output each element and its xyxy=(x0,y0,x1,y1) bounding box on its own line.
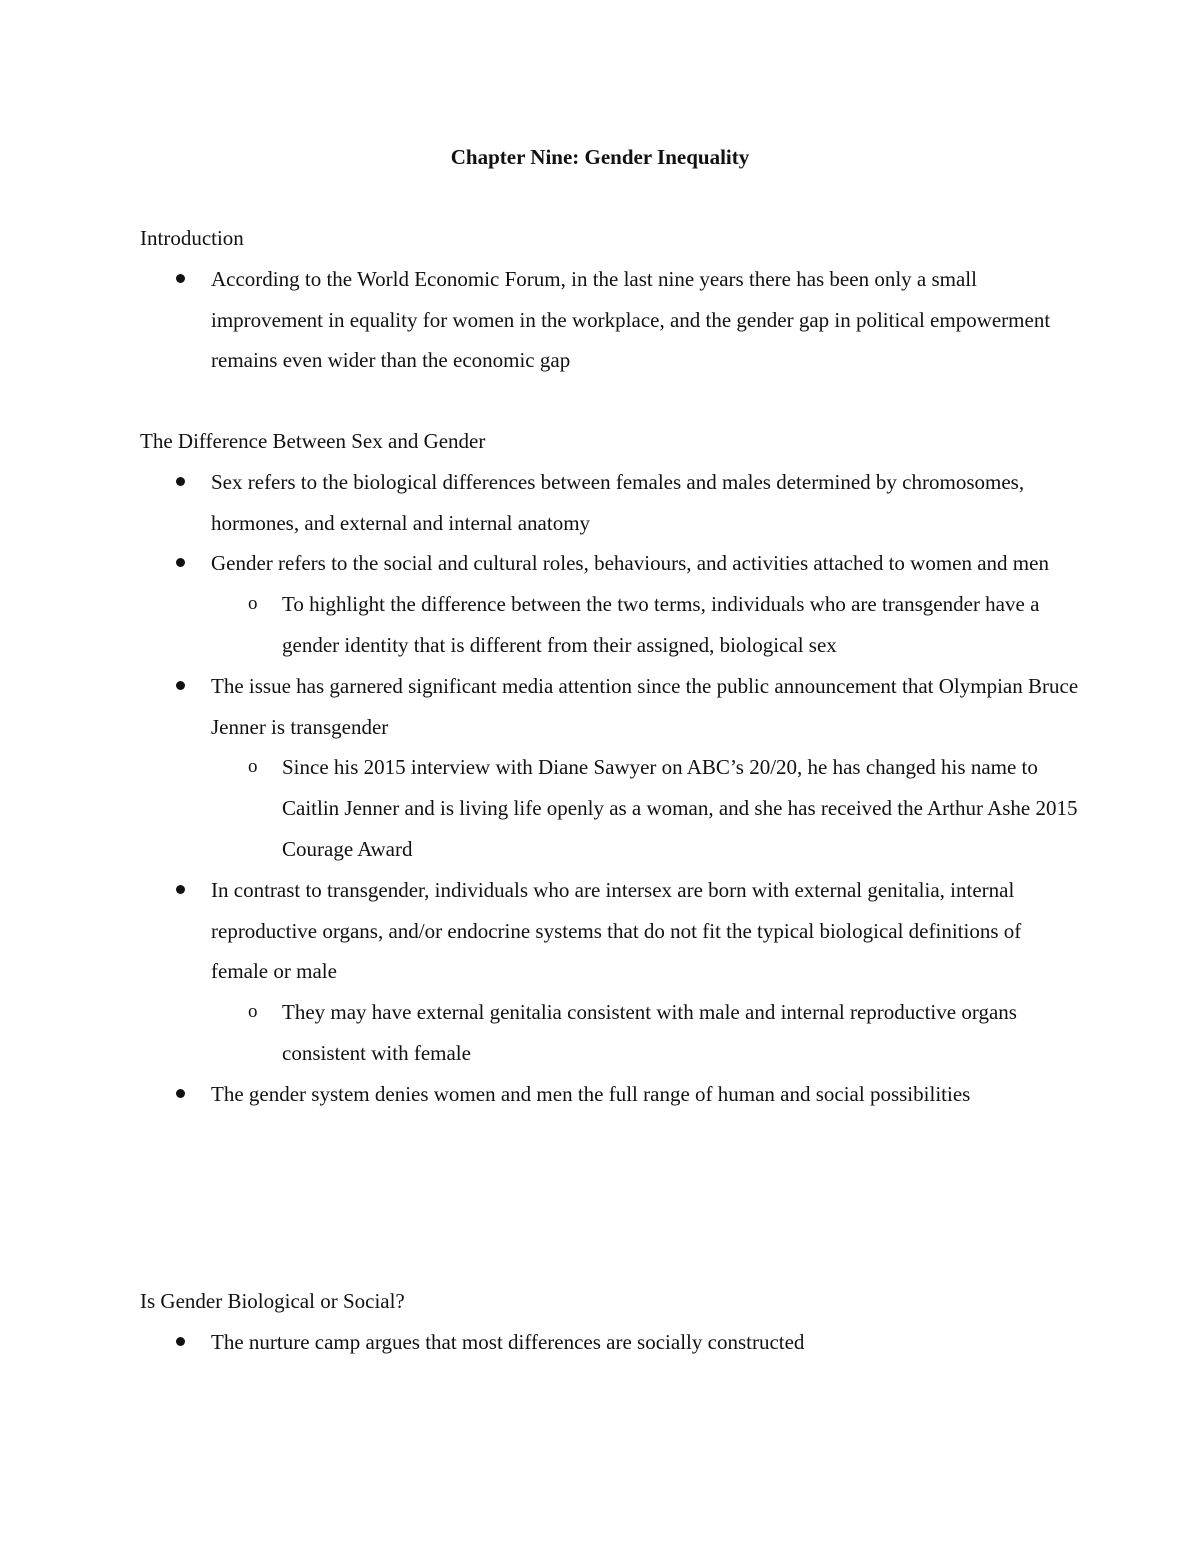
list-item: The issue has garnered significant media attention since the public announcement that Olympian Bruce Jenner is transgender xyxy=(140,666,1080,748)
bullet-list xyxy=(140,1322,1080,1363)
section-sex-vs-gender xyxy=(140,421,1080,1115)
bullet-list xyxy=(140,259,1080,381)
sub-list-item: o They may have external genitalia consistent with male and internal reproductive organs consistent with female xyxy=(140,992,1080,1074)
document-title: Chapter Nine: Gender Inequality xyxy=(450,145,750,169)
bullet-list xyxy=(140,462,1080,1115)
sub-list-item: o To highlight the difference between the two terms, individuals who are transgender have a gender identity that is different from their assigned, biological sex xyxy=(140,584,1080,666)
list-item: Gender refers to the social and cultural roles, behaviours, and activities attached to women and men xyxy=(140,543,1080,584)
section-introduction xyxy=(140,218,1080,381)
section-heading: Is Gender Biological or Social? xyxy=(140,1289,405,1313)
section-heading: The Difference Between Sex and Gender xyxy=(140,429,486,453)
list-item: In contrast to transgender, individuals who are intersex are born with external genitalia, internal reproductive organs, and/or endocrine systems that do not fit the typical biological definitions of female or male xyxy=(140,870,1080,992)
section-heading: Introduction xyxy=(140,226,244,250)
list-item: Sex refers to the biological differences between females and males determined by chromosomes, hormones, and external and internal anatomy xyxy=(140,462,1080,544)
section-biological-or-social xyxy=(140,1281,1080,1363)
sub-list-item: o Since his 2015 interview with Diane Sawyer on ABC’s 20/20, he has changed his name to Caitlin Jenner and is living life openly as a woman, and she has received the Arthur Ashe 2015 Courage Award xyxy=(140,747,1080,869)
list-item: The nurture camp argues that most differences are socially constructed xyxy=(140,1322,1080,1363)
list-item: According to the World Economic Forum, in the last nine years there has been only a small improvement in equality for women in the workplace, and the gender gap in political empowerment remains even wider than the economic gap xyxy=(140,259,1080,381)
list-item: The gender system denies women and men the full range of human and social possibilities xyxy=(140,1074,1080,1115)
